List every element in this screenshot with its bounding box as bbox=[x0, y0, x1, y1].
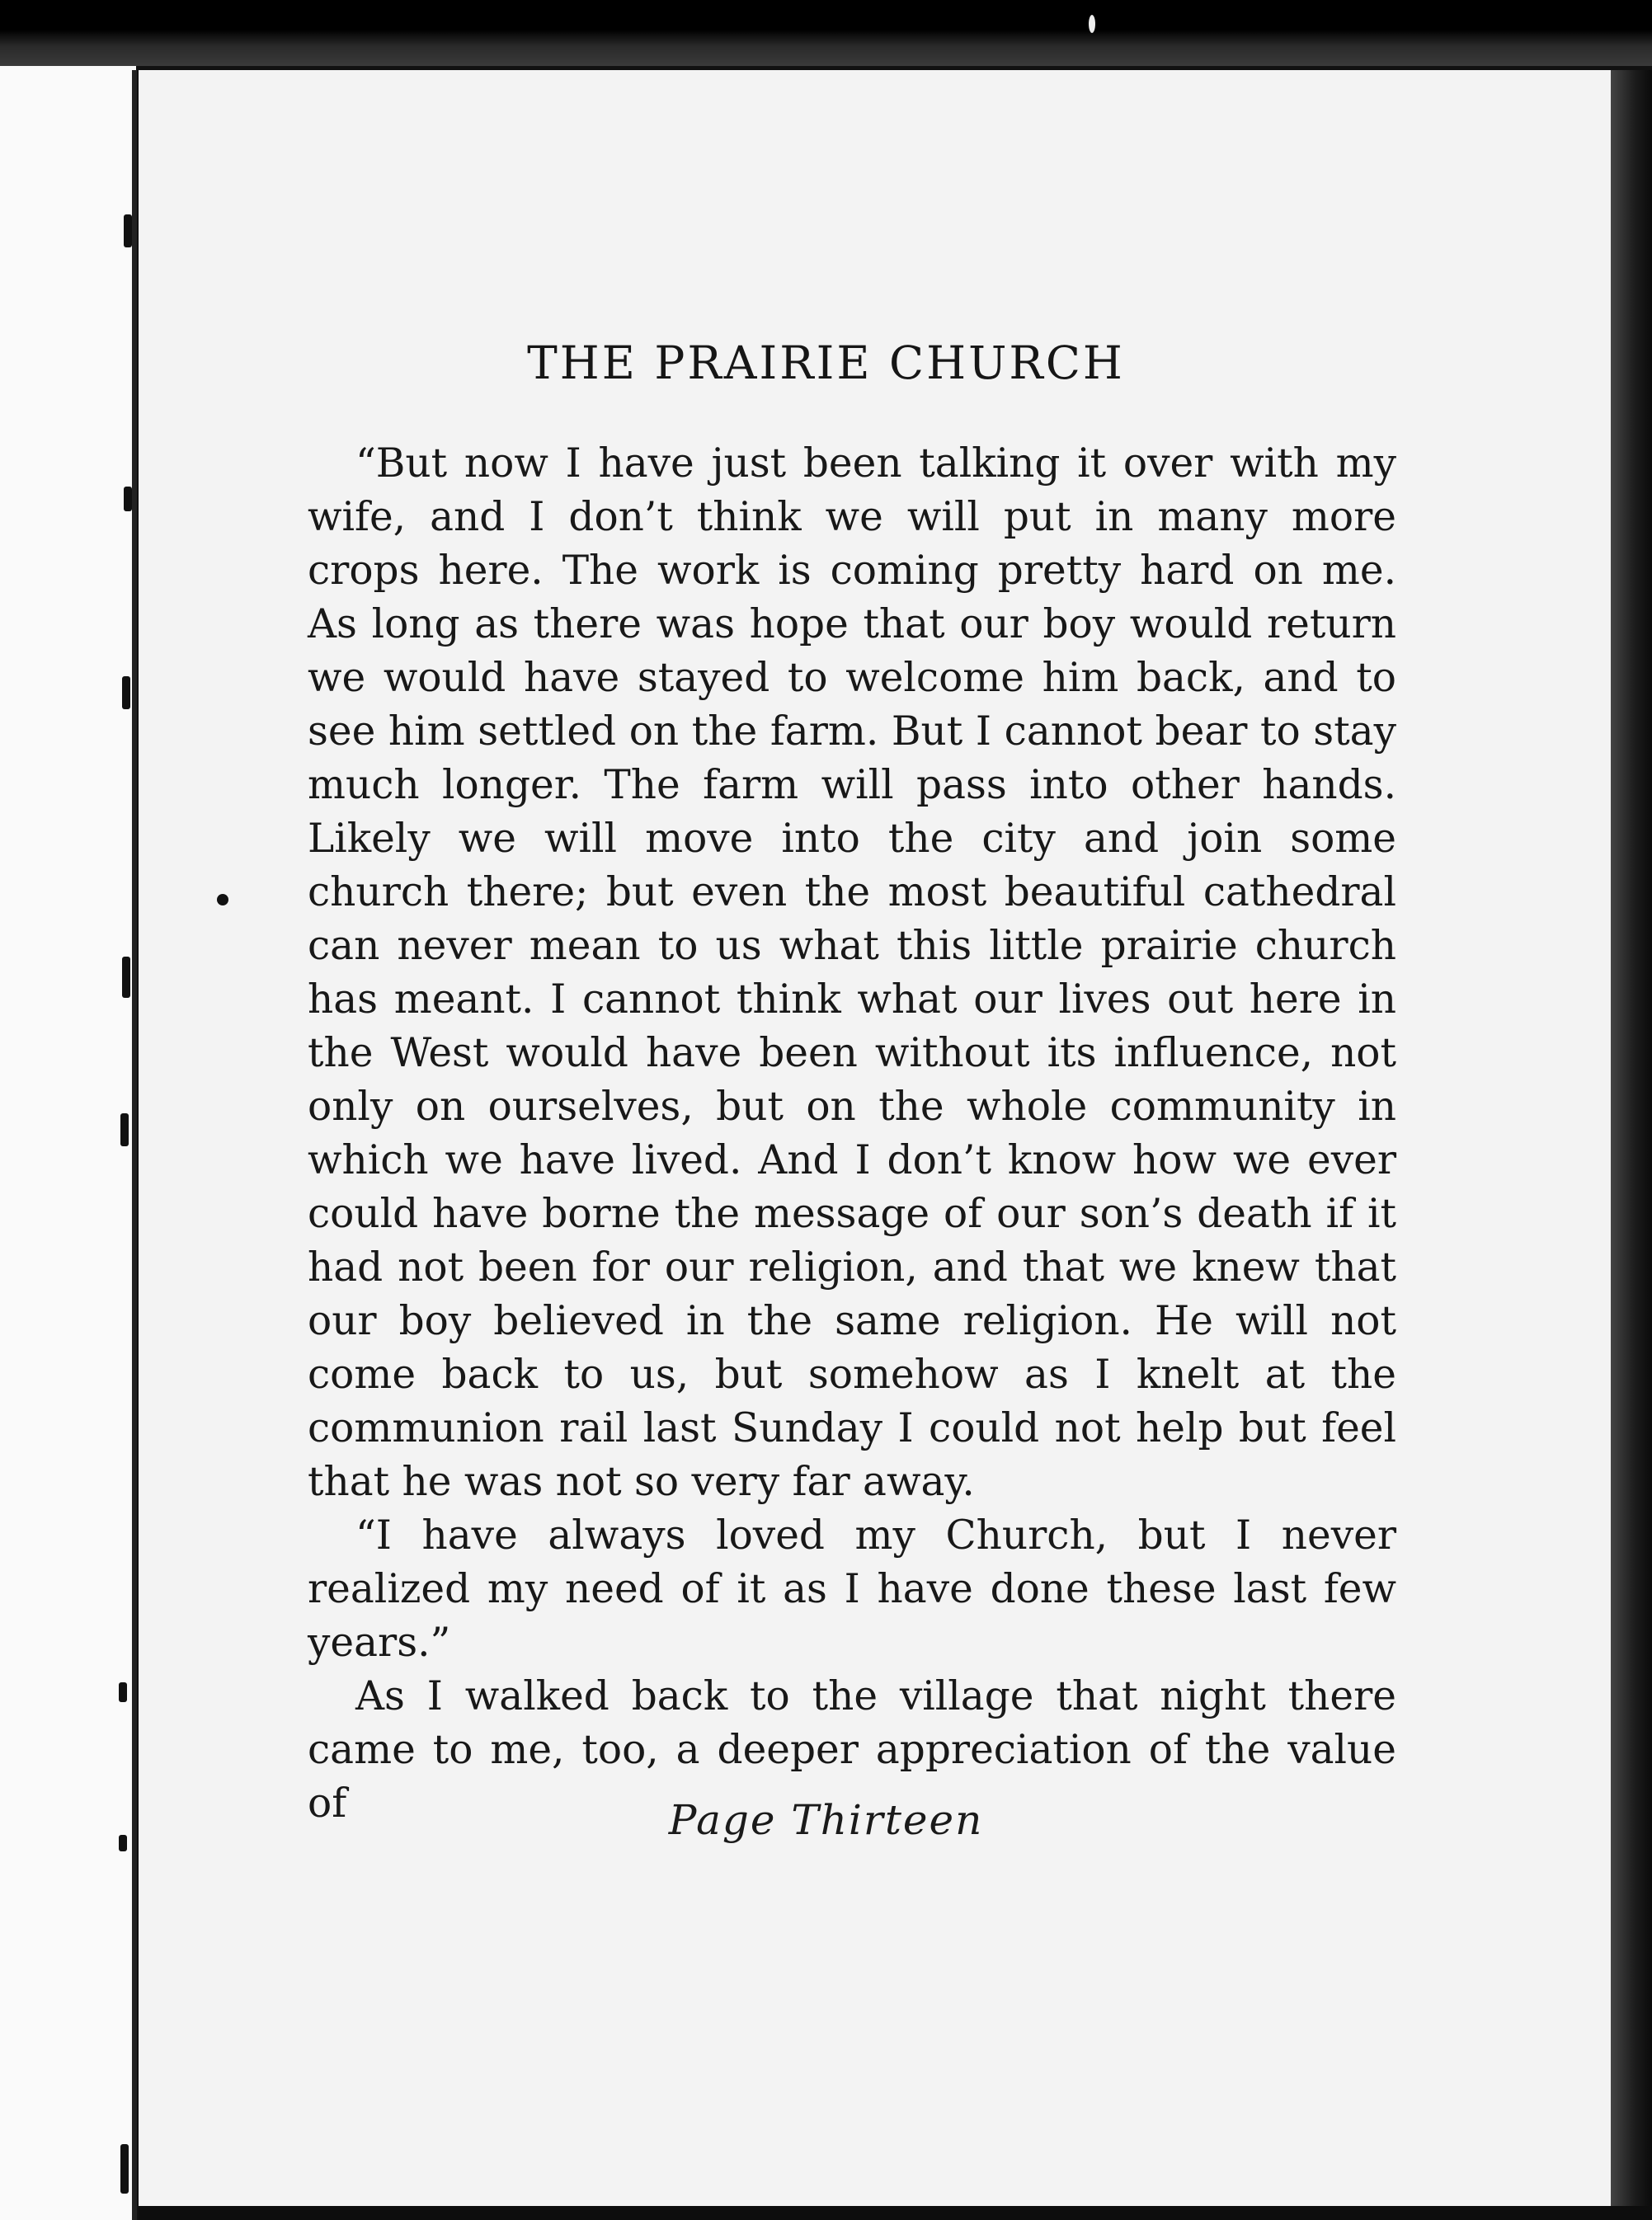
body-text bbox=[308, 437, 1396, 1831]
ink-speck bbox=[1089, 15, 1095, 33]
paragraph: As I walked back to the village that night there came to me, too, a deeper appreciation of the value of bbox=[308, 1673, 1396, 1827]
paragraph: “But now I have just been talking it over with my wife, and I don’t think we will put in many more crops here. The work is coming pretty hard on me. As long as there was hope that our boy would return we would have stayed to welcome him back, and to see him settled on the farm. But I cannot bear to stay much longer. The farm will pass into other hands. Likely we will move into the city and join some church there; but even the most beautiful cathedral can never mean to us what this little prairie church has meant. I cannot think what our lives out here in the West would have been without its influence, not only on ourselves, but on the whole community in which we have lived. And I don’t know how we ever could have borne the message of our son’s death if it had not been for our religion, and that we knew that our boy believed in the same religion. He will not come back to us, but somehow as I knelt at the communion rail last Sunday I could not help but feel that he was not so very far away. bbox=[308, 440, 1396, 1505]
gutter-mark bbox=[120, 2144, 129, 2194]
scan-top-edge bbox=[0, 0, 1652, 66]
gutter-mark bbox=[122, 957, 130, 998]
gutter-mark bbox=[124, 487, 132, 511]
ink-speck bbox=[217, 894, 228, 905]
paragraph: “I have always loved my Church, but I never realized my need of it as I have done these last few years.” bbox=[308, 1512, 1396, 1666]
binding-gutter bbox=[132, 70, 137, 2220]
gutter-mark bbox=[124, 214, 132, 247]
gutter-mark bbox=[120, 1113, 129, 1146]
scan-right-edge bbox=[1611, 70, 1652, 2220]
page-number: Page Thirteen bbox=[668, 1796, 984, 1844]
gutter-mark bbox=[119, 1682, 127, 1702]
gutter-mark bbox=[122, 676, 130, 709]
scan-bottom-edge bbox=[139, 2206, 1652, 2220]
running-head: THE PRAIRIE CHURCH bbox=[527, 336, 1125, 389]
